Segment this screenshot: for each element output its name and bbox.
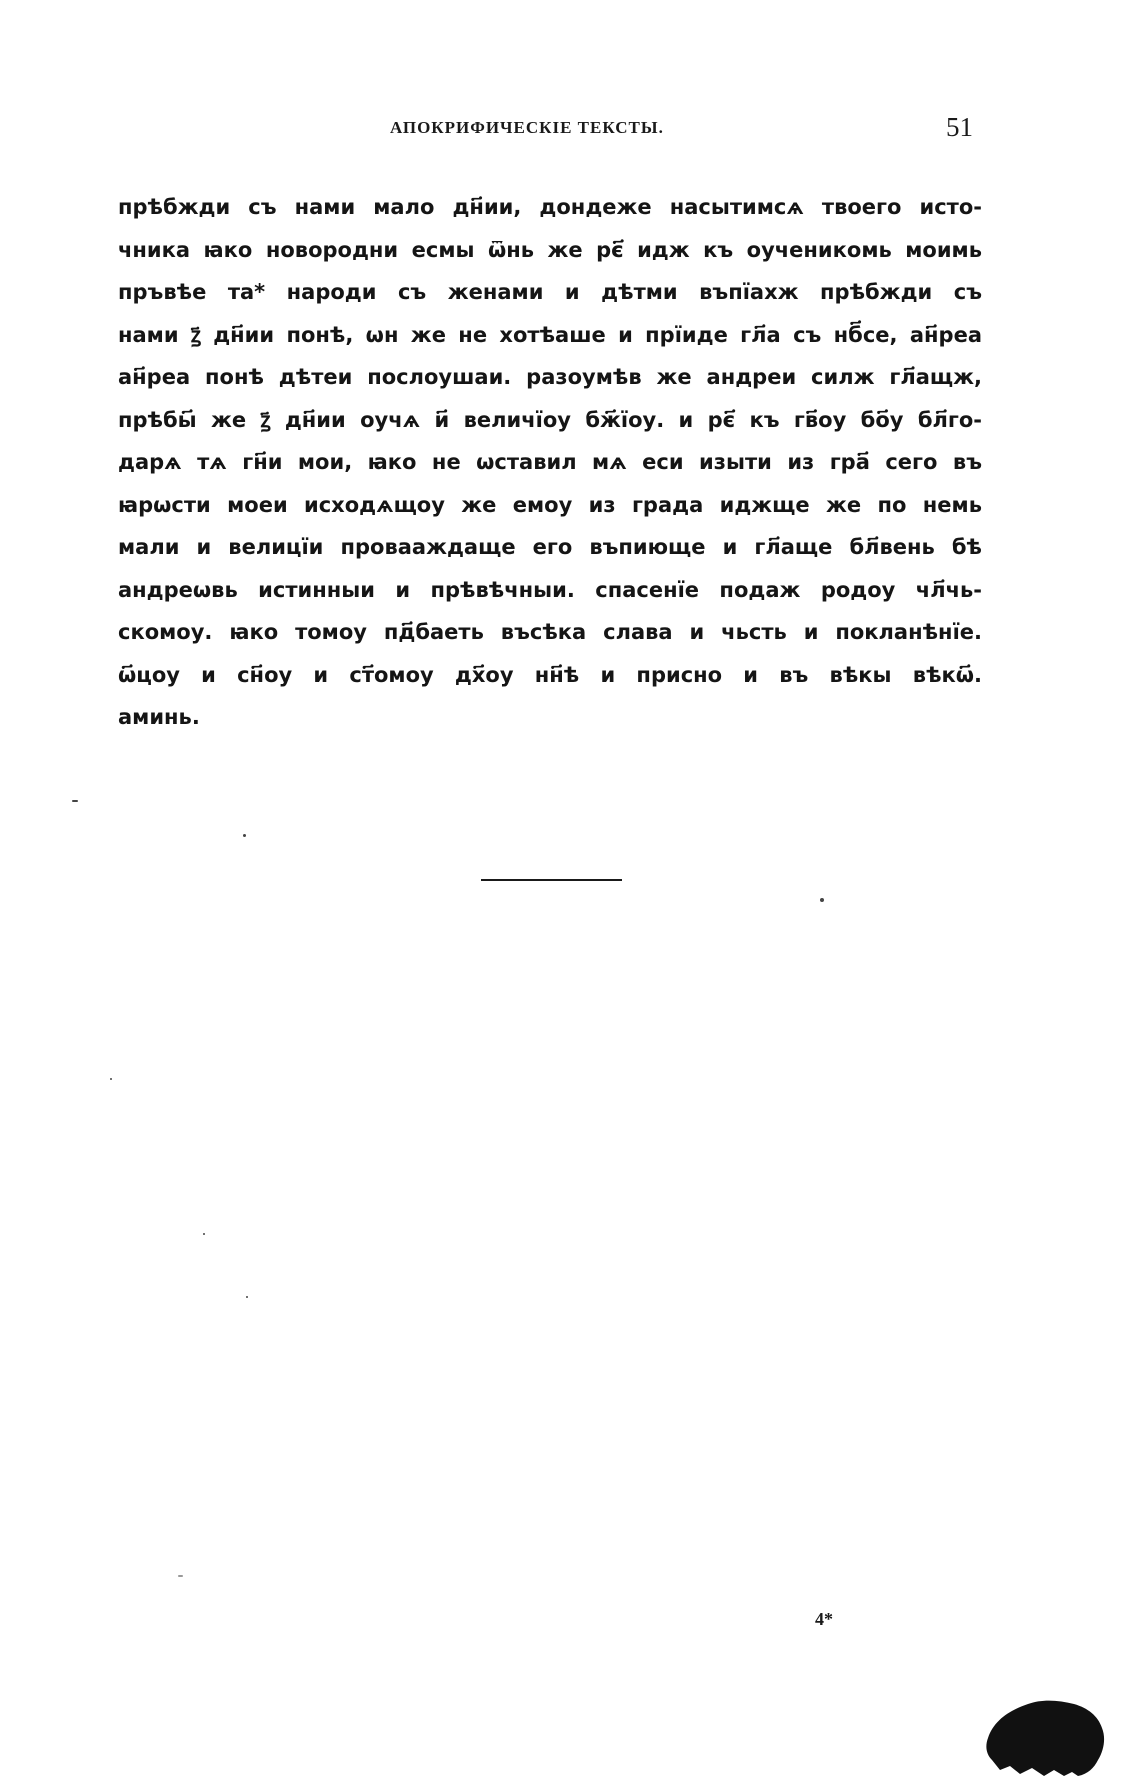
signature-mark: 4* (815, 1609, 833, 1629)
running-title: АПОКРИФИЧЕСКІЕ ТЕКСТЫ. (390, 118, 664, 137)
scan-speck (246, 1296, 248, 1298)
ink-blot-mark (980, 1680, 1115, 1780)
scan-speck (72, 800, 78, 802)
text-line: ꙗрѡсти моеи исходѧщоу же емоу из града иджще же по немь (118, 492, 982, 517)
text-line: нами ꙁ҃ дн҃ии понѣ, ѡн же не хотѣаше и прїиде гл҃а съ нб҃се, ан҃реа (118, 322, 982, 347)
text-line: прѣбы҃ же ꙁ҃ дн҃ии оучѧ и҃ величїоу бж҃їоу. и рє҃ къ гв҃оу бо҃у бл҃го- (118, 407, 982, 432)
text-line: андреѡвь истинныи и прѣвѣчныи. спасенїе подаж родоу чл҃чь- (118, 577, 982, 602)
text-line: дарѧ тѧ гн҃и мои, ꙗко не ѡставил мѧ еси изыти из гра҃ сего въ (118, 450, 982, 474)
text-line: пръвѣе та* народи съ женами и дѣтми въпїахж прѣбжди съ (118, 280, 982, 304)
text-line: мали и велицїи провааждаще его въпиюще и гл҃аще бл҃вень бѣ (118, 535, 982, 559)
text-line: ан҃реа понѣ дѣтеи послоушаи. разоумѣв же андреи силж гл҃ащж, (118, 365, 982, 389)
section-divider-rule (481, 879, 622, 881)
scan-speck (243, 834, 246, 837)
scan-speck (178, 1575, 183, 1577)
text-line: ѡ҃цоу и сн҃оу и ст҃омоу дх҃оу нн҃ѣ и присно и въ вѣкы вѣкѡ҃. (118, 662, 982, 687)
page-number: 51 (946, 112, 973, 142)
text-line: скомоу. ꙗко томоу пд҃баеть въсѣка слава и чьсть и покланѣнїе. (118, 620, 982, 644)
text-line: прѣбжди съ нами мало дн҃ии, дондеже насытимсѧ твоего исто- (118, 195, 982, 219)
body-text (118, 186, 982, 739)
text-line-final: аминь. (118, 705, 200, 729)
scan-speck (203, 1233, 205, 1235)
scan-speck (110, 1078, 112, 1080)
text-line: чника ꙗко новородни есмы ѿнь же рє҃ идж къ оученикомь моимь (118, 237, 982, 262)
scan-speck (820, 898, 824, 902)
